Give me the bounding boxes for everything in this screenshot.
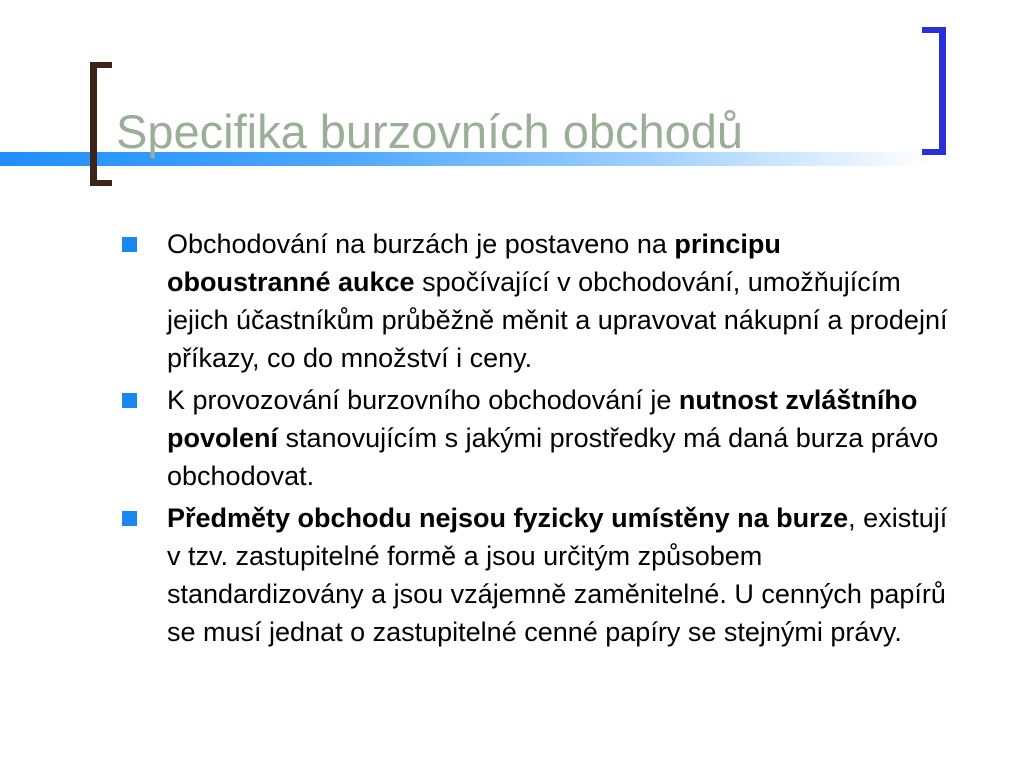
slide-title: Specifika burzovních obchodů <box>116 105 744 158</box>
bullet-1-segment-3: spočívající v obchodování, umožňujícím jejich účastníkům průběžně měnit a upravovat nákupní a prodejní příkazy, co do množství i ceny. <box>167 267 948 373</box>
square-bullet-icon <box>122 393 137 408</box>
bullet-1-segment-2: principu oboustranné aukce <box>167 229 781 297</box>
bullet-item-1 <box>120 225 950 377</box>
bullet-2-segment-1: K provozování burzovního obchodování je <box>167 385 679 415</box>
square-bullet-icon <box>122 511 137 526</box>
bullet-1-segment-1: Obchodování na burzách je postaveno na <box>167 229 675 259</box>
bullet-3-segment-2: , existují v tzv. zastupitelné formě a jsou určitým způsobem standardizovány a jsou vzájemně zaměnitelné. U cenných papírů se musí jednat o zastupitelné cenné papíry se stejnými právy. <box>167 503 948 647</box>
bullet-2-segment-3: stanovujícím s jakými prostředky má daná burza právo obchodovat. <box>167 423 939 491</box>
bullet-list <box>120 225 950 655</box>
bullet-2-text <box>167 385 938 491</box>
bullet-item-3 <box>120 499 950 651</box>
square-bullet-icon <box>122 237 137 252</box>
bullet-2-segment-2: nutnost zvláštního povolení <box>167 385 918 453</box>
bullet-3-text <box>167 503 947 647</box>
bullet-1-text <box>167 229 947 373</box>
bullet-item-2 <box>120 381 950 495</box>
right-bracket-decoration <box>922 27 946 155</box>
left-bracket-decoration <box>90 62 112 186</box>
bullet-3-segment-1: Předměty obchodu nejsou fyzicky umístěny na burze <box>167 503 849 533</box>
